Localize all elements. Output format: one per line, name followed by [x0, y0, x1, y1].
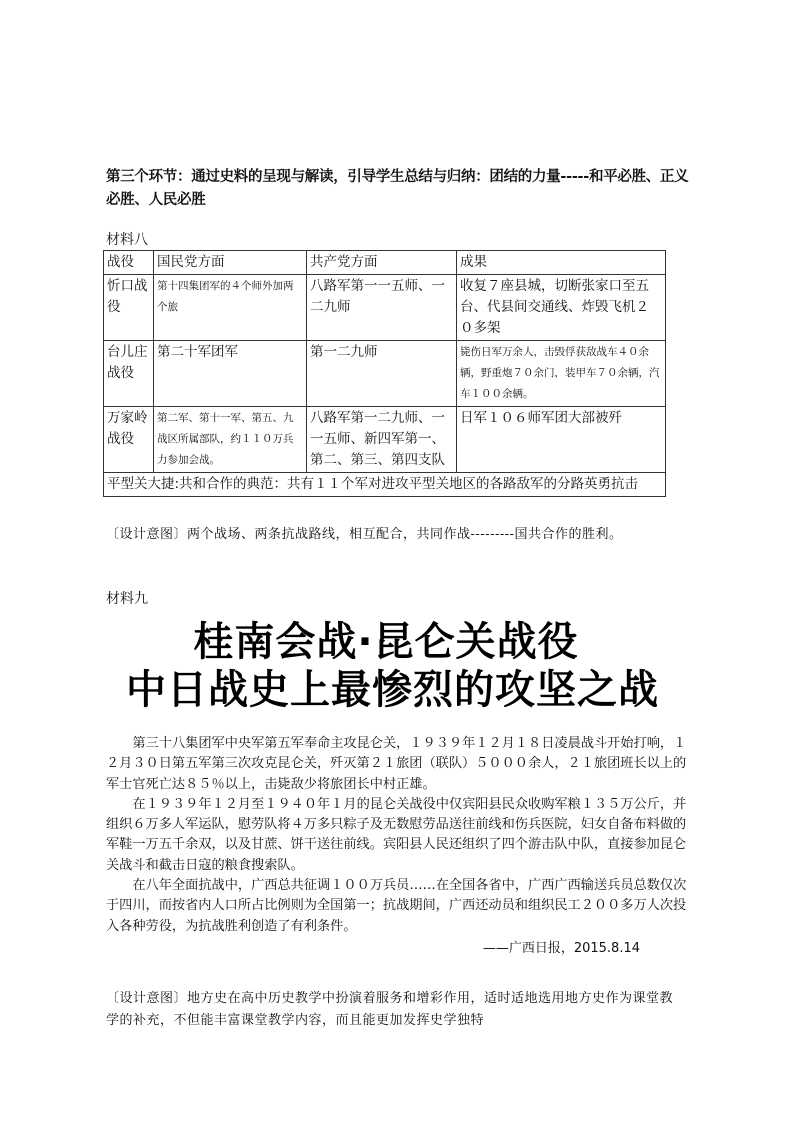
result-cell: 毙伤日军万余人，击毁俘获敌战车４０余辆，野重炮７０余门，装甲车７０余辆，汽车１００余辆。	[457, 341, 666, 407]
kmt-cell: 第十四集团军的４个师外加两个旅	[154, 275, 307, 341]
table-header-cell: 成果	[457, 251, 666, 275]
banner-subtitle-line: 中日战史上最惨烈的攻坚之战	[126, 667, 659, 713]
banner-title-line: 桂南会战·昆仑关战役	[193, 619, 579, 665]
table-header-cell: 国民党方面	[154, 251, 307, 275]
battles-table	[103, 250, 666, 497]
kmt-cell: 第二十军团军	[154, 341, 307, 407]
battle-name-cell: 万家岭战役	[104, 407, 154, 473]
newspaper-excerpt	[106, 734, 690, 937]
table-footer-row	[104, 473, 666, 497]
section-heading: 第三个环节：通过史料的呈现与解读，引导学生总结与归纳：团结的力量-----和平必胜、正义必胜、人民必胜	[106, 169, 689, 208]
table-header-cell: 共产党方面	[307, 251, 457, 275]
excerpt-paragraph: 在八年全面抗战中，广西总共征调１００万兵员……在全国各省中，广西广西输送兵员总数仅次于四川，而按省内人口所占比例则为全国第一；抗战期间，广西还动员和组织民工２００多万人次投入各种劳役，为抗战胜利创造了有利条件。	[106, 878, 687, 934]
result-cell: 日军１０６师军团大部被歼	[457, 407, 666, 473]
result-cell: 收复７座县城，切断张家口至五台、代县间交通线、炸毁飞机２０多架	[457, 275, 666, 341]
battle-name-cell: 忻口战役	[104, 275, 154, 341]
design-intent-one: 〔设计意图〕两个战场、两条抗战路线，相互配合，共同作战---------国共合作的胜利。	[106, 527, 623, 542]
excerpt-paragraph: 在１９３９年１２月至１９４０年１月的昆仑关战役中仅宾阳县民众收购军粮１３５万公斤，并组织６万多人军运队，慰劳队将４万多只粽子及无数慰劳品送往前线和伤兵医院，妇女自备布料做的军鞋一万五千余双，以及甘蔗、饼干送往前线。宾阳县人民还组织了四个游击队中队，直接参加昆仑关战斗和截击日寇的粮食搜索队。	[106, 796, 687, 873]
kmt-cell: 第二军、第十一军、第五、九战区所属部队，约１１０万兵力参加会战。	[154, 407, 307, 473]
table-header-row	[104, 251, 666, 275]
excerpt-source: ——广西日报，2015.8.14	[482, 941, 640, 956]
ccp-cell: 八路军第一二九师、一一五师、新四军第一、第二、第三、第四支队	[307, 407, 457, 473]
table-footer-cell: 平型关大捷:共和合作的典范：共有１１个军对进攻平型关地区的各路敌军的分路英勇抗击	[104, 473, 666, 497]
material-eight-label: 材料八	[106, 232, 148, 248]
table-row	[104, 275, 666, 341]
design-intent-two: 〔设计意图〕地方史在高中历史教学中扮演着服务和增彩作用，适时适地选用地方史作为课堂教学的补充，不但能丰富课堂教学内容，而且能更加发挥史学独特	[106, 991, 674, 1028]
material-nine-banner	[126, 618, 659, 724]
battle-name-cell: 台儿庄 战役	[104, 341, 154, 407]
excerpt-paragraph: 第三十八集团军中央军第五军奉命主攻昆仑关，１９３９年１２月１８日凌晨战斗开始打响，１２月３０日第五军第三次攻克昆仑关，歼灭第２１旅团（联队）５０００余人，２１旅团班长以上的军士官死亡达８５％以上，击毙敌少将旅团长中村正雄。	[106, 736, 687, 792]
table-row	[104, 407, 666, 473]
table-row	[104, 341, 666, 407]
ccp-cell: 八路军第一一五师、一二九师	[307, 275, 457, 341]
material-nine-label: 材料九	[106, 591, 148, 607]
table-header-cell: 战役	[104, 251, 154, 275]
ccp-cell: 第一二九师	[307, 341, 457, 407]
